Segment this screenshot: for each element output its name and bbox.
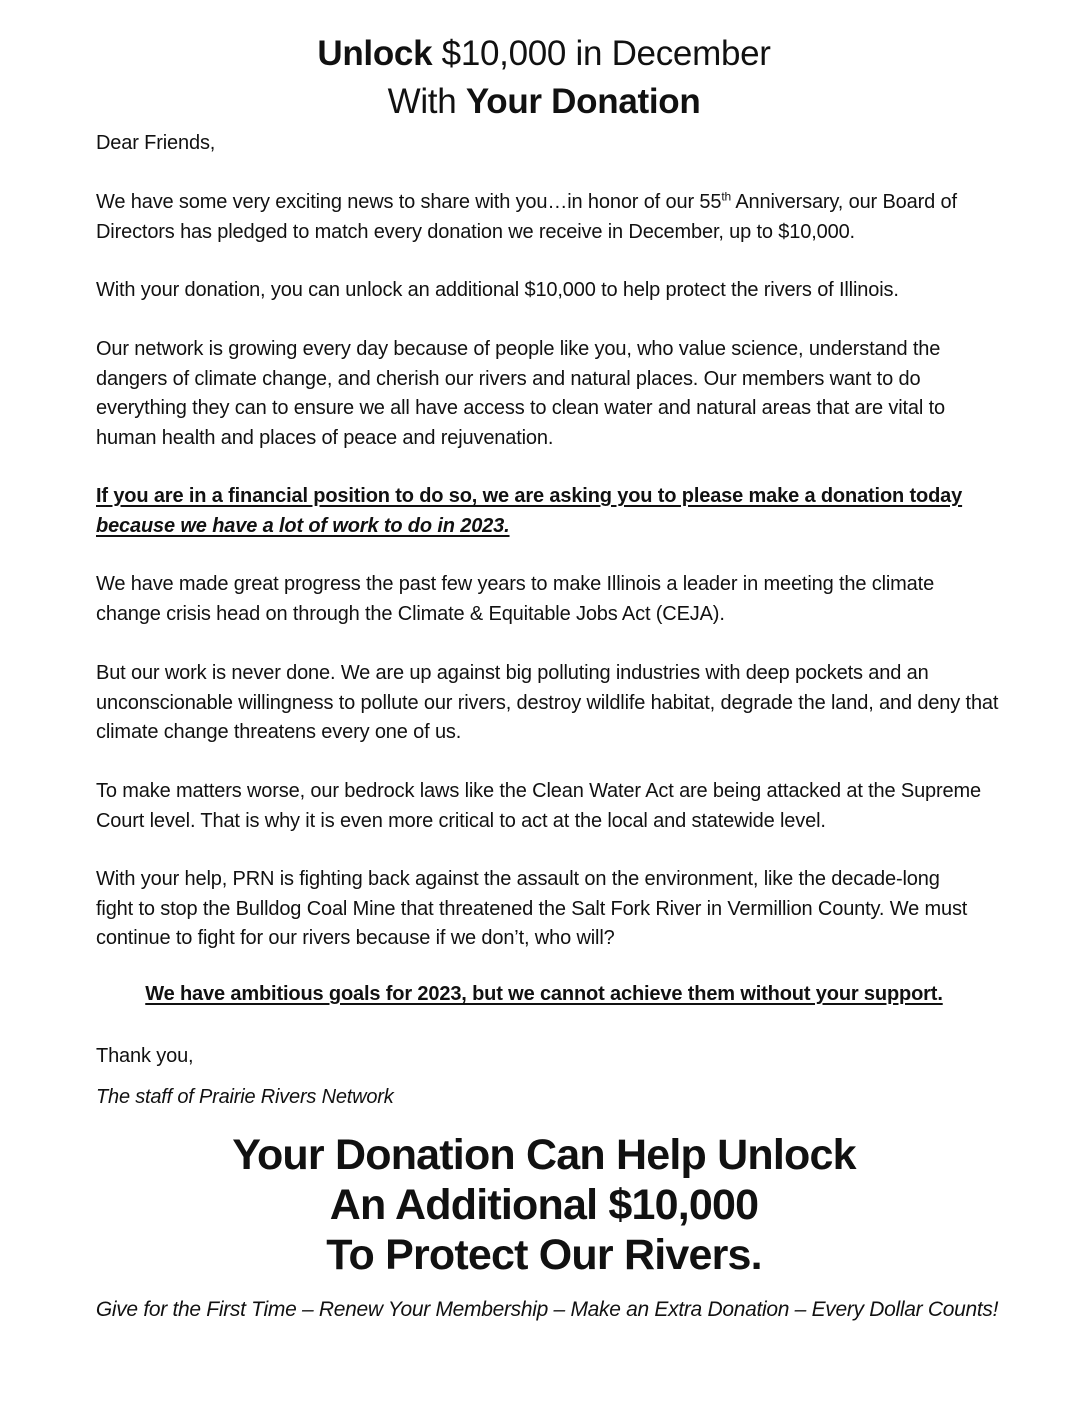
letter-paragraph-unlock: With your donation, you can unlock an additional $10,000 to help protect the rivers of Illinois. [96, 279, 899, 301]
letter-goals-statement: We have ambitious goals for 2023, but we cannot achieve them without your support. [145, 983, 943, 1005]
letter-paragraph-progress: We have made great progress the past few years to make Illinois a leader in meeting the climate change crisis head on through the Climate & Equitable Jobs Act (CEJA). [96, 573, 935, 625]
page-title-line-2 [0, 78, 1088, 126]
call-to-action-heading [0, 1130, 1088, 1280]
letter-donation-ask [96, 482, 1001, 541]
cta-line-3: To Protect Our Rivers. [326, 1231, 762, 1279]
letter-signature: The staff of Prairie Rivers Network [96, 1086, 394, 1108]
title-unlock-word: Unlock [317, 34, 433, 73]
anniversary-text-end: Anniversary, our Board of Directors has pledged to match every donation we receive in December, up to $10,000. [96, 191, 957, 243]
donation-ask-italic: because we have a lot of work to do in 2023. [96, 514, 510, 537]
anniversary-text-start: We have some very exciting news to share with you…in honor of our 55 [96, 191, 722, 213]
letter-paragraph-polluters: But our work is never done. We are up against big polluting industries with deep pockets and an unconscionable willingness to pollute our rivers, destroy wildlife habitat, degrade the land, and deny that climate change threatens every one of us. [96, 662, 999, 743]
letter-paragraph-network: Our network is growing every day because of people like you, who value science, understand the dangers of climate change, and cherish our rivers and natural places. Our members want to do everything they can to ensure we all have access to clean water and natural areas that are vital to human health and places of peace and rejuvenation. [96, 338, 945, 449]
title-your-donation: Your Donation [465, 82, 701, 121]
page-title-line-1 [0, 30, 1088, 78]
cta-line-1: Your Donation Can Help Unlock [232, 1131, 856, 1179]
ordinal-suffix: th [721, 189, 732, 204]
cta-line-2: An Additional $10,000 [329, 1181, 759, 1229]
title-with-word: With [387, 82, 457, 121]
letter-greeting: Dear Friends, [96, 132, 216, 154]
title-amount-phrase: $10,000 in December [441, 34, 771, 73]
footer-tagline: Give for the First Time – Renew Your Membership – Make an Extra Donation – Every Dollar Counts! [95, 1298, 999, 1321]
letter-paragraph-clean-water-act: To make matters worse, our bedrock laws like the Clean Water Act are being attacked at the Supreme Court level. That is why it is even more critical to act at the local and statewide level. [96, 780, 981, 832]
donation-ask-bold: If you are in a financial position to do so, we are asking you to please make a donation today [96, 485, 963, 507]
letter-closing: Thank you, [96, 1045, 194, 1067]
letter-paragraph-anniversary [96, 188, 1001, 247]
letter-paragraph-prn-fight: With your help, PRN is fighting back against the assault on the environment, like the decade-long fight to stop the Bulldog Coal Mine that threatened the Salt Fork River in Vermillion County. We must continue to fight for our rivers because if we don’t, who will? [96, 868, 968, 949]
